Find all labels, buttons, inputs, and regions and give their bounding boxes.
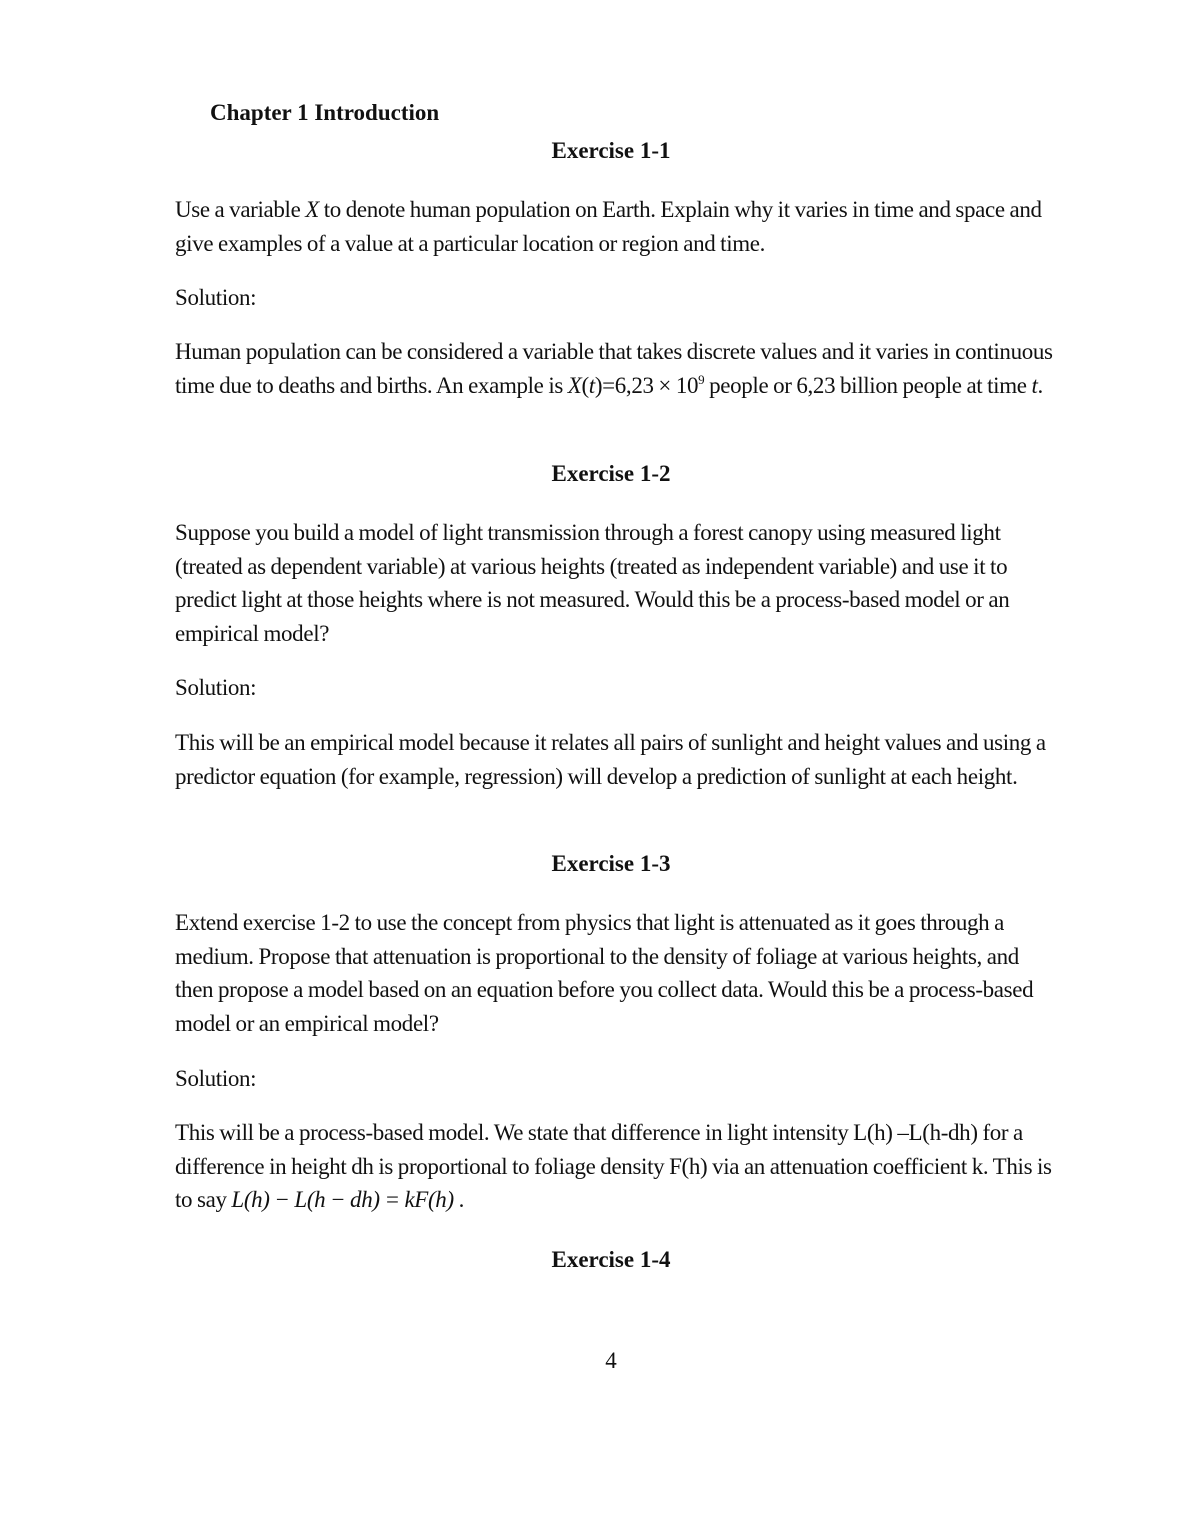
exercise-1-1-solution-mid: people or 6,23 billion people at time (704, 372, 1032, 398)
exercise-1-2-solution-label: Solution: (175, 675, 257, 700)
exercise-1-3-solution-label: Solution: (175, 1066, 257, 1091)
exercise-1-3-question: Extend exercise 1-2 to use the concept from physics that light is attenuated as it goes through a medium. Propose that attenuation is proportional to the density of foliage at various heights, and then propose a model based on an equation before you collect data. Would this be a process-based model or an empirical model? (175, 910, 1034, 1036)
exercise-1-2-heading: Exercise 1-2 (551, 461, 671, 486)
exercise-1-1-solution (175, 335, 1055, 402)
exercise-1-1-solution-label: Solution: (175, 285, 257, 310)
exercise-1-1-question-pre: Use a variable (175, 197, 306, 222)
exercise-1-1-solution-pre: Human population can be considered a variable that takes discrete values and it varies in continuous time due to deaths and births. An example is (175, 339, 1053, 398)
solution-expr-rest: )=6,23 × 10 (594, 372, 699, 398)
page-number: 4 (605, 1348, 617, 1373)
exercise-1-3-heading: Exercise 1-3 (551, 851, 671, 876)
solution-expr-exponent: 9 (698, 371, 705, 387)
chapter-title: Chapter 1 Introduction (210, 100, 440, 125)
exercise-1-1-question-post: to denote human population on Earth. Explain why it varies in time and space and give examples of a value at a particular location or region and time. (175, 197, 1042, 256)
exercise-1-3-solution-pre: This will be a process-based model. We state that difference in light intensity L(h) –L(h-dh) for a difference in height dh is proportional to foliage density F(h) via an attenuation coefficient k. This is to say (175, 1120, 1052, 1212)
solution-expr-t: t (588, 372, 595, 398)
variable-x: X (305, 197, 319, 222)
exercise-1-1-question (175, 193, 1055, 260)
exercise-1-1-solution-end: . (1037, 372, 1043, 398)
exercise-1-3-solution (175, 1116, 1055, 1217)
solution-expr-var: X (567, 372, 582, 398)
exercise-1-4-heading: Exercise 1-4 (551, 1247, 671, 1272)
exercise-1-3-solution-end: . (453, 1187, 464, 1212)
exercise-1-2-solution: This will be an empirical model because it relates all pairs of sunlight and height values and using a predictor equation (for example, regression) will develop a prediction of sunlight at each height. (175, 730, 1046, 789)
exercise-1-1-heading: Exercise 1-1 (551, 138, 671, 163)
exercise-1-2-question: Suppose you build a model of light transmission through a forest canopy using measured light (treated as dependent variable) at various heights (treated as independent variable) and use it to predict light at those heights where is not measured. Would this be a process-based model or an empirical model? (175, 520, 1010, 646)
solution-expr-paren: ( (581, 372, 589, 398)
time-var-t: t (1031, 372, 1038, 398)
attenuation-equation: L(h) − L(h − dh) = kF(h) (231, 1187, 454, 1212)
